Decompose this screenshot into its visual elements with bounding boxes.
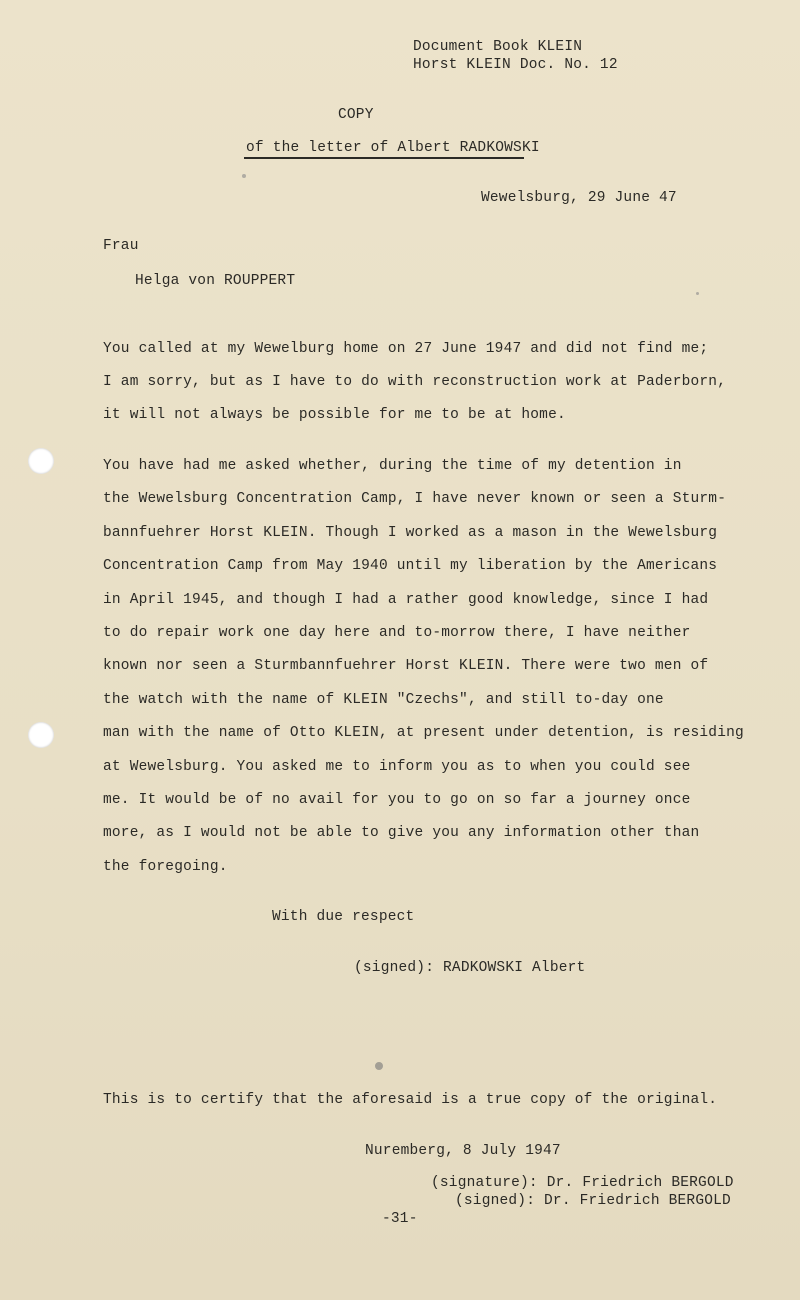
body-line: me. It would be of no avail for you to go on so far a journey once bbox=[103, 792, 691, 808]
copy-heading: COPY bbox=[338, 107, 374, 123]
place-date: Wewelsburg, 29 June 47 bbox=[481, 190, 677, 206]
paper-speck bbox=[375, 1062, 383, 1070]
body-line: You have had me asked whether, during the time of my detention in bbox=[103, 458, 682, 474]
subtitle-underline bbox=[244, 157, 524, 159]
salutation: Frau bbox=[103, 238, 139, 254]
letter-subtitle: of the letter of Albert RADKOWSKI bbox=[246, 140, 540, 156]
signed-line: (signed): RADKOWSKI Albert bbox=[354, 960, 586, 976]
body-line: You called at my Wewelburg home on 27 June 1947 and did not find me; bbox=[103, 341, 709, 357]
page-number: -31- bbox=[382, 1211, 418, 1227]
body-line: Concentration Camp from May 1940 until my liberation by the Americans bbox=[103, 558, 718, 574]
certification-signed: (signed): Dr. Friedrich BERGOLD bbox=[455, 1193, 731, 1209]
body-line: man with the name of Otto KLEIN, at present under detention, is residing bbox=[103, 725, 744, 741]
certification-statement: This is to certify that the aforesaid is a true copy of the original. bbox=[103, 1092, 718, 1108]
body-line: the foregoing. bbox=[103, 859, 228, 875]
body-line: at Wewelsburg. You asked me to inform you as to when you could see bbox=[103, 759, 691, 775]
body-line: known nor seen a Sturmbannfuehrer Horst KLEIN. There were two men of bbox=[103, 658, 709, 674]
paper-speck bbox=[242, 174, 246, 178]
body-line: the watch with the name of KLEIN "Czechs", and still to-day one bbox=[103, 692, 664, 708]
paper-speck bbox=[696, 292, 699, 295]
body-line: the Wewelsburg Concentration Camp, I have never known or seen a Sturm- bbox=[103, 491, 727, 507]
doc-number-label: Horst KLEIN Doc. No. 12 bbox=[413, 57, 618, 73]
body-line: I am sorry, but as I have to do with reconstruction work at Paderborn, bbox=[103, 374, 727, 390]
body-line: to do repair work one day here and to-morrow there, I have neither bbox=[103, 625, 691, 641]
recipient-name: Helga von ROUPPERT bbox=[135, 273, 296, 289]
closing: With due respect bbox=[272, 909, 415, 925]
body-line: it will not always be possible for me to be at home. bbox=[103, 407, 566, 423]
body-line: bannfuehrer Horst KLEIN. Though I worked as a mason in the Wewelsburg bbox=[103, 525, 718, 541]
doc-book-label: Document Book KLEIN bbox=[413, 39, 583, 55]
punch-hole bbox=[28, 722, 54, 748]
punch-hole bbox=[28, 448, 54, 474]
body-line: in April 1945, and though I had a rather good knowledge, since I had bbox=[103, 592, 709, 608]
certification-signature: (signature): Dr. Friedrich BERGOLD bbox=[431, 1175, 734, 1191]
certification-place-date: Nuremberg, 8 July 1947 bbox=[365, 1143, 561, 1159]
body-line: more, as I would not be able to give you any information other than bbox=[103, 825, 700, 841]
